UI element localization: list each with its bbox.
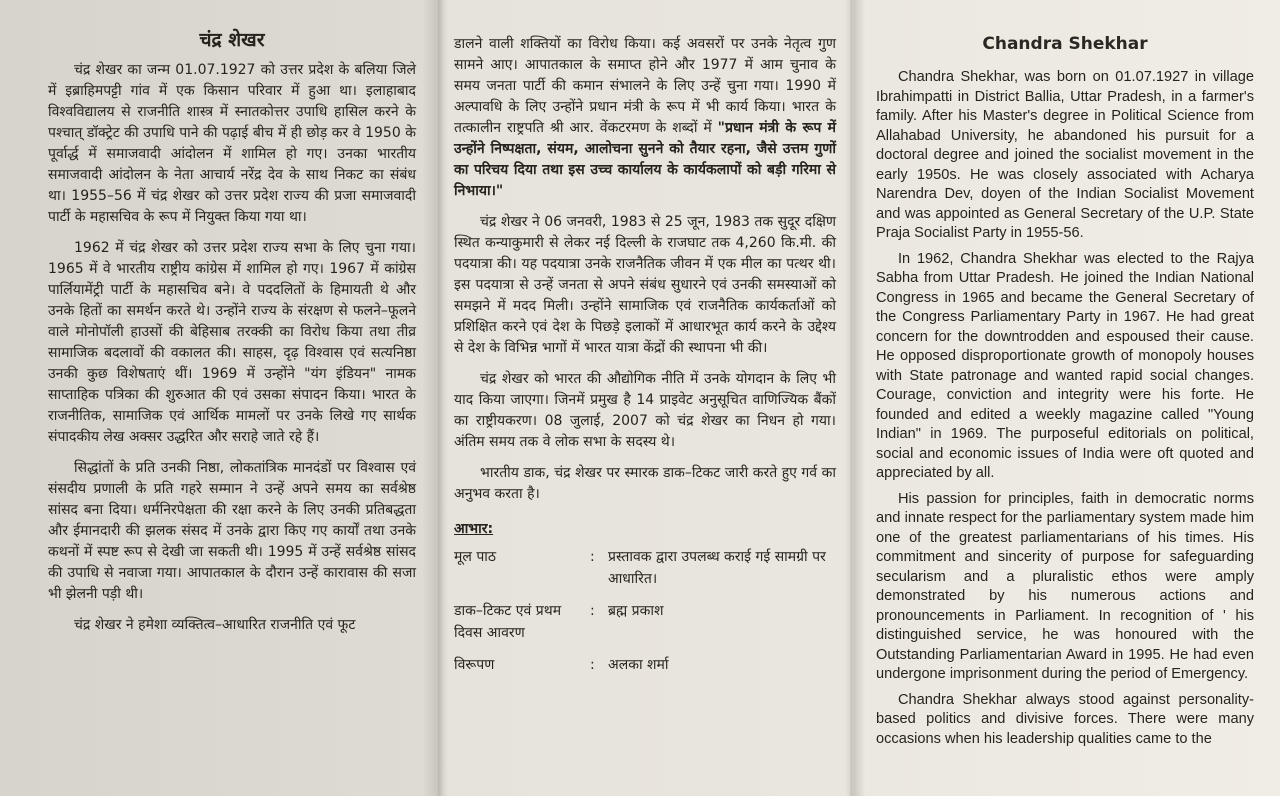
acknowledgement-heading: आभार: [454,521,494,537]
hindi-paragraph-india-post: भारतीय डाक, चंद्र शेखर पर स्मारक डाक–टिकट जारी करते हुए गर्व का अनुभव करता है। [454,465,836,502]
president-quote: "प्रधान मंत्री के रूप में उन्होंने निष्पक्षता, संयम, आलोचना सुनने को तैयार रहना, जैसे उत्तम गुणों का परिचय दिया तथा इस उच्च कार्यालय के कार्यकलापों को बड़ी गरिमा से निभाया।" [454,120,836,199]
hindi-title: चंद्र शेखर [199,29,265,51]
credit-key: डाक–टिकट एवं प्रथम दिवस आवरण [454,603,562,641]
hindi-paragraph-continued [454,34,836,202]
hindi-paragraph-3: सिद्धांतों के प्रति उनकी निष्ठा, लोकतांत्रिक मानदंडों पर विश्वास एवं संसदीय प्रणाली के प्रति गहरे सम्मान ने उन्हें अपने समय का सर्वश्रेष्ठ सांसद बना दिया। धर्मनिरपेक्षता की रक्षा करने के लिए उनकी प्रतिबद्धता और ईमानदारी की झलक संसद में उनके द्वारा किए गए कार्यों तथा उनके कथनों में स्पष्ट रूप से देखी जा सकती थी। 1995 में उन्हें सर्वश्रेष्ठ सांसद की उपाधि से नवाजा गया। आपातकाल के दौरान उन्हें कारावास की सजा भी झेलनी पड़ी थी। [48,460,416,602]
credit-key: मूल पाठ [454,549,497,565]
credit-value: अलका शर्मा [608,657,669,673]
hindi-panel-left [0,0,438,796]
english-paragraph-1: Chandra Shekhar, was born on 01.07.1927 in village Ibrahimpatti in District Ballia, Uttar Pradesh, in a farmer's family. After his Master's degree in Political Science from Allahabad University, he abandoned his pursuit for a doctoral degree and joined the socialist movement in the early 1950s. He was closely associated with Acharya Narendra Dev, doyen of the Indian Socialist Movement and was appointed as General Secretary of the U.P. State Praja Socialist Party in 1955-56. [876,69,1254,241]
english-paragraph-4: Chandra Shekhar always stood against personality-based politics and divisive forces. There were many occasions when his leadership qualities came to the [876,691,1254,747]
hindi-paragraph-4: चंद्र शेखर ने हमेशा व्यक्तित्व–आधारित राजनीति एवं फूट [74,617,356,633]
hindi-paragraph-2: 1962 में चंद्र शेखर को उत्तर प्रदेश राज्य सभा के लिए चुना गया। 1965 में वे भारतीय राष्ट्रीय कांग्रेस में शामिल हो गए। 1967 में कांग्रेस पार्लियामेंट्री पार्टी के महासचिव बने। वे पददलितों के हिमायती थे और उनके हितों का समर्थन करते थे। उन्होंने राज्य के संरक्षण से फलने–फूलने वाले मोनोपॉली हाउसों की बेहिसाब तरक्की का विरोध किया तथा तीव्र सामाजिक बदलावों की वकालत की। साहस, दृढ़ विश्वास एवं सत्यनिष्ठा उनकी कुछ विशेषताएं थीं। 1969 में उन्होंने "यंग इंडियन" नामक साप्ताहिक पत्रिका की शुरुआत की एवं उसका संपादन किया। भारत के राजनीतिक, सामाजिक एवं आर्थिक मामलों पर उनके लिखे गए सार्थक संपादकीय लेख अक्सर उद्धरित और सराहे जाते रहे हैं। [48,240,416,445]
credit-value: ब्रह्म प्रकाश [608,603,664,619]
hindi-paragraph-1: चंद्र शेखर का जन्म 01.07.1927 को उत्तर प्रदेश के बलिया जिले में इब्राहिमपट्टी गांव में एक किसान परिवार में हुआ था। इलाहाबाद विश्वविद्यालय से राजनीति शास्त्र में स्नातकोत्तर उपाधि हासिल करने के पश्चात् डॉक्ट्रेट की उपाधि पाने की पढ़ाई बीच में ही छोड़ कर वे 1950 के पूर्वार्द्ध में समाजवादी आंदोलन में शामिल हो गए। उनका भारतीय समाजवादी आंदोलन के नेता आचार्य नरेंद्र देव के साथ निकट का संबंध था। 1955–56 में चंद्र शेखर को उत्तर प्रदेश राज्य की प्रजा समाजवादी पार्टी के महासचिव के रूप में नियुक्त किया गया था। [48,62,416,225]
credit-colon: : [590,603,595,619]
continued-text: डालने वाली शक्तियों का विरोध किया। कई अवसरों पर उनके नेतृत्व गुण सामने आए। आपातकाल के समाप्त होने और 1977 में आम चुनाव के समय जनता पार्टी की कमान संभालने के लिए उन्हें चुना गया। 1990 में अल्पावधि के लिए उन्होंने प्रधान मंत्री के रूप में भी कार्य किया। भारत के तत्कालीन राष्ट्रपति श्री आर. वेंकटरमण के शब्दों में [454,36,836,136]
credit-key: विरूपण [454,657,495,673]
english-paragraph-2: In 1962, Chandra Shekhar was elected to the Rajya Sabha from Uttar Pradesh. He joined the Indian National Congress in 1965 and became the General Secretary of the Congress Parliamentary Party in 1967. He had great concern for the downtrodden and espoused their cause. He opposed disproportionate growth of monopoly houses with State patronage and wanted rapid social changes. Courage, conviction and integrity were his forte. He founded and edited a weekly magazine called "Young Indian" in 1969. The purposeful editorials on political, social and economic issues of India were oft quoted and appreciated by all. [876,250,1254,481]
english-paragraph-3: His passion for principles, faith in democratic norms and innate respect for the parliamentary system made him one of the greatest parliamentarians of his times. His commitment and sincerity of purpose for safeguarding secularism and a pluralistic ethos were amply demonstrated by his numerous actions and pronouncements in Parliament. In recognition of ' his distinguished service, he was honoured with the Outstanding Parliamentarian Award in 1995. He had even undergone imprisonment during the period of Emergency. [876,490,1254,682]
credit-colon: : [590,657,595,673]
hindi-paragraph-industrial-policy: चंद्र शेखर को भारत की औद्योगिक नीति में उनके योगदान के लिए भी याद किया जाएगा। जिनमें प्रमुख है 14 प्राइवेट अनुसूचित वाणिज्यिक बैंकों का राष्ट्रीयकरण। 08 जुलाई, 2007 को चंद्र शेखर का निधन हो गया। अंतिम समय तक वे लोक सभा के सदस्य थे। [454,371,836,450]
english-panel-right [850,0,1280,796]
credit-value: प्रस्तावक द्वारा उपलब्ध कराई गई सामग्री पर आधारित। [608,549,826,587]
credit-row [454,600,836,644]
credit-row [454,654,836,676]
english-title: Chandra Shekhar [982,34,1148,54]
hindi-panel-middle [438,0,850,796]
hindi-paragraph-padyatra: चंद्र शेखर ने 06 जनवरी, 1983 से 25 जून, 1983 तक सुदूर दक्षिण स्थित कन्याकुमारी से लेकर नई दिल्ली के राजघाट तक 4,260 कि.मी. की पदयात्रा की। यह पदयात्रा उनके राजनैतिक जीवन में एक मील का पत्थर थी। इस पदयात्रा से उन्हें जनता से अपने संबंध सुधारने एवं उनकी समस्याओं को समझने में मदद मिली। उन्होंने सामाजिक एवं राजनैतिक कार्यकर्ताओं को प्रशिक्षित करने एवं देश के पिछड़े इलाकों में आधारभूत कार्य करने के उद्देश्य से देश के विभिन्न भागों में भारत यात्रा केंद्रों की स्थापना भी की। [454,214,836,356]
credit-colon: : [590,549,595,565]
credit-row [454,546,836,590]
